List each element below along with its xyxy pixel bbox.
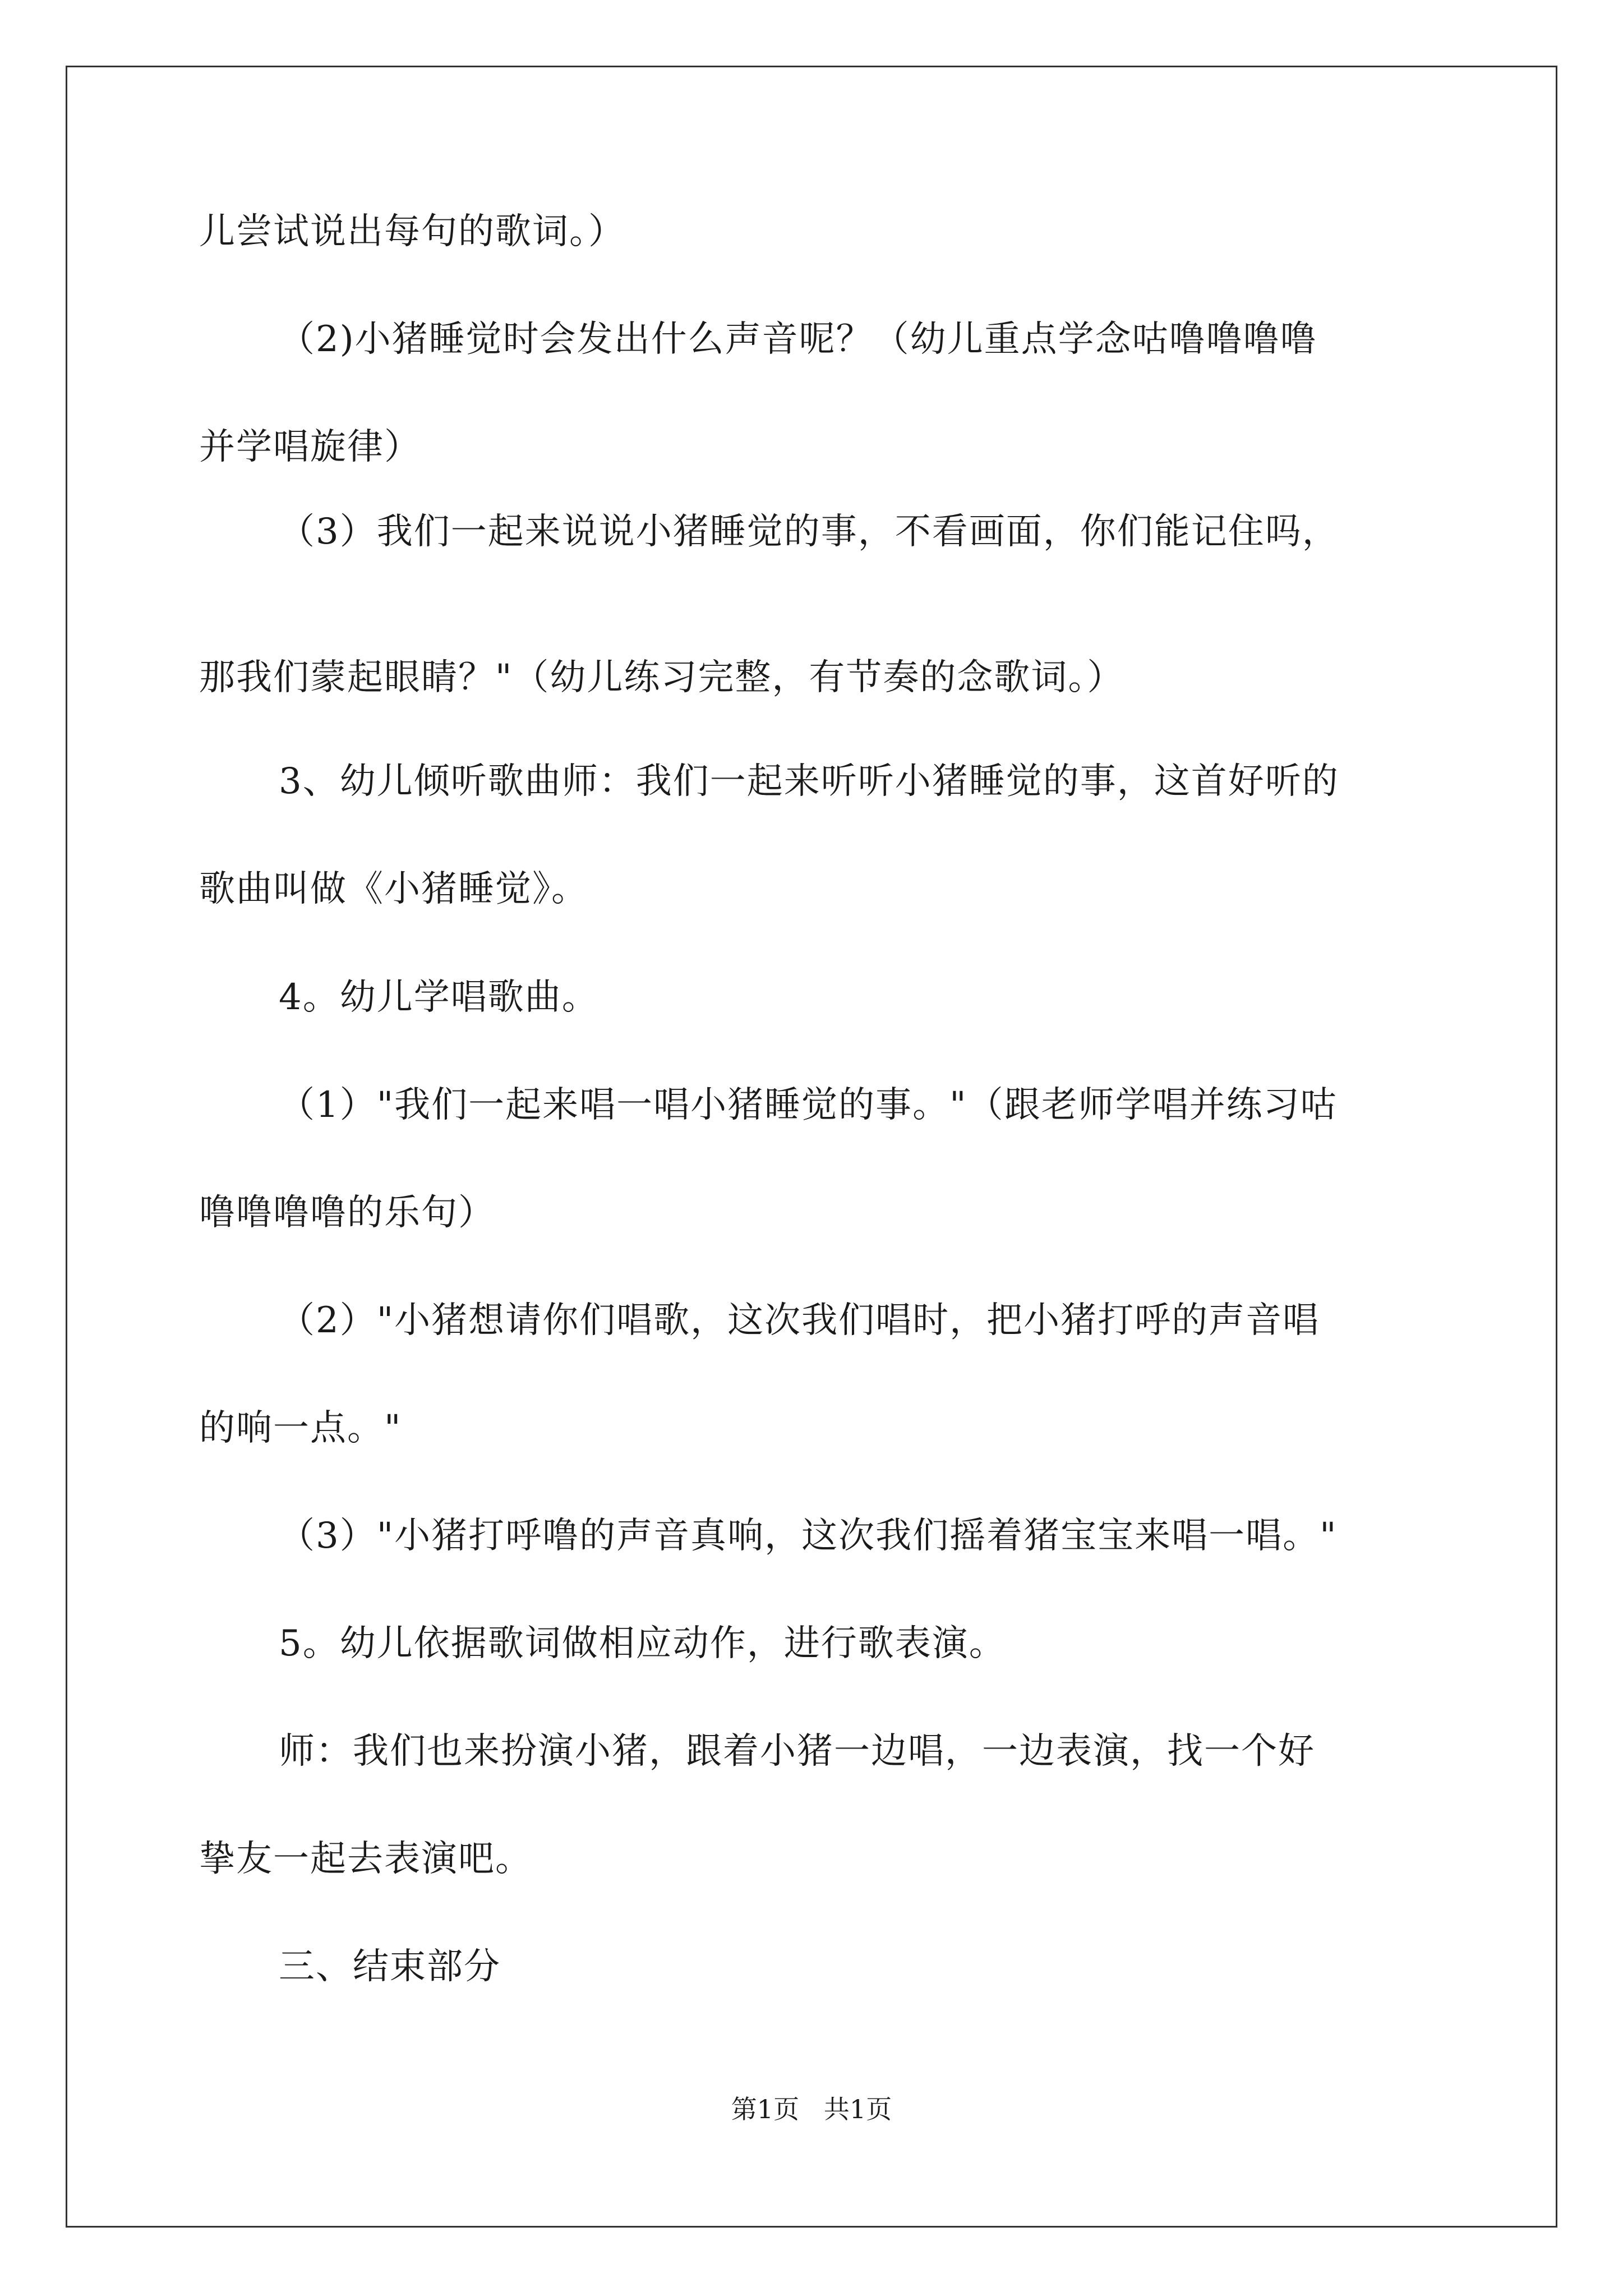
text-line: 3、幼儿倾听歌曲师：我们一起来听听小猪睡觉的事，这首好听的 — [279, 761, 1339, 802]
text-line: 那我们蒙起眼睛？"（幼儿练习完整，有节奏的念歌词。） — [199, 657, 1124, 698]
page-border — [66, 66, 1557, 2228]
text-line: 三、结束部分 — [279, 1946, 501, 1987]
text-line: 歌曲叫做《小猪睡觉》。 — [199, 868, 588, 910]
text-line: （3）我们一起来说说小猪睡觉的事，不看画面，你们能记住吗， — [279, 511, 1339, 553]
text-line: 的响一点。" — [199, 1407, 402, 1449]
text-line: 4。幼儿学唱歌曲。 — [279, 977, 599, 1018]
text-line: 挚友一起去表演吧。 — [199, 1838, 532, 1880]
text-line: （2）"小猪想请你们唱歌，这次我们唱时，把小猪打呼的声音唱 — [279, 1300, 1320, 1341]
text-line: 5。幼儿依据歌词做相应动作，进行歌表演。 — [279, 1623, 1006, 1664]
page-footer: 第1页 共1页 — [731, 2094, 892, 2124]
text-line: （1）"我们一起来唱一唱小猪睡觉的事。"（跟老师学唱并练习咕 — [279, 1084, 1338, 1126]
text-line: 噜噜噜噜的乐句） — [199, 1192, 495, 1234]
text-line: （2)小猪睡觉时会发出什么声音呢？（幼儿重点学念咕噜噜噜噜 — [279, 319, 1317, 360]
text-line: 儿尝试说出每句的歌词。） — [199, 211, 625, 252]
text-line: 师：我们也来扮演小猪，跟着小猪一边唱，一边表演，找一个好 — [279, 1731, 1315, 1772]
text-line: 并学唱旋律） — [199, 426, 421, 468]
text-line: （3）"小猪打呼噜的声音真响，这次我们摇着猪宝宝来唱一唱。" — [279, 1515, 1338, 1557]
